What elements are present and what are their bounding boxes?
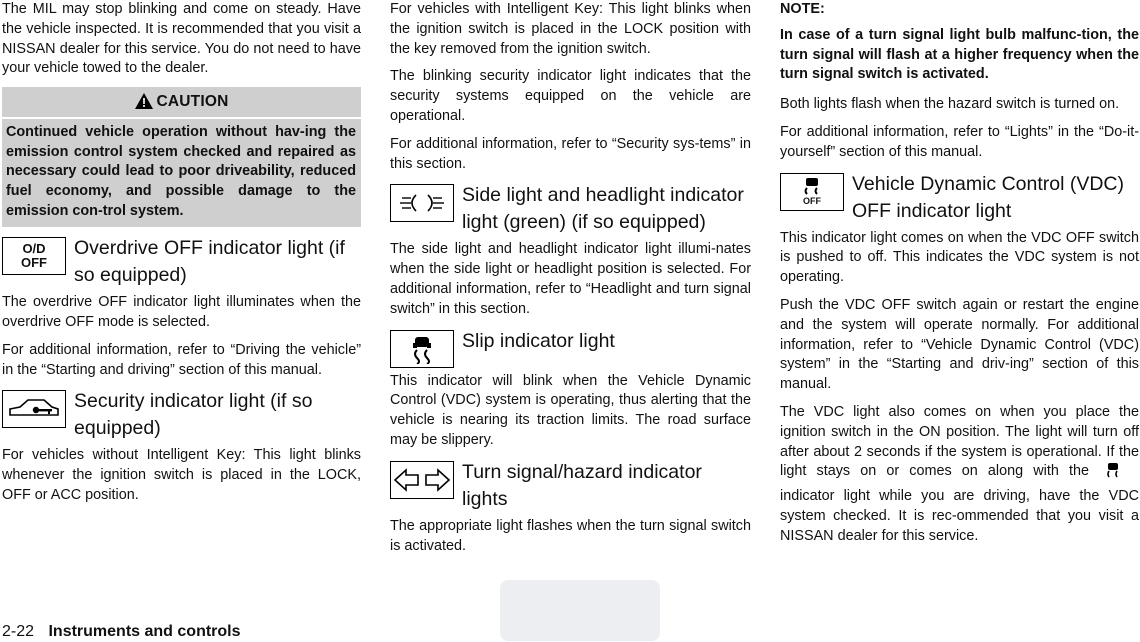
vdc-paragraph-2: Push the VDC OFF switch again or restart the engine and the system will operate normally. For additional information, refer to “Vehicle Dynamic Control (VDC) system” in the “Starting and driv-ing” section of this manual.	[780, 296, 1139, 393]
watermark-logo	[500, 580, 660, 641]
lights-ref-paragraph: For additional information, refer to “Lights” in the “Do-it-yourself” section of this manual.	[780, 123, 1139, 160]
vdc-paragraph-1: This indicator light comes on when the VDC OFF switch is pushed to off. This indicates the VDC system is not operating.	[780, 229, 1139, 286]
vdc-off-section	[780, 171, 1139, 225]
overdrive-off-icon	[2, 237, 66, 275]
vdc-off-icon	[780, 173, 844, 211]
security-title: Security indicator light (if so equipped)	[74, 390, 313, 440]
side-light-section	[390, 182, 751, 236]
section-name: Instruments and controls	[48, 623, 241, 640]
vdc-p3-before: The VDC light also comes on when you place the ignition switch in the ON position. The light will turn off after about 2 seconds if the system is operational. If the light stays on or comes on along with the	[780, 403, 1139, 480]
slip-title: Slip indicator light	[462, 329, 615, 352]
caution-heading	[2, 87, 361, 117]
vdc-paragraph-3	[780, 403, 1139, 547]
hazard-paragraph: Both lights flash when the hazard switch is turned on.	[780, 96, 1120, 113]
side-light-icon	[390, 184, 454, 222]
warning-triangle-icon	[134, 92, 154, 110]
security-section	[2, 388, 361, 442]
security-car-key-icon	[2, 390, 66, 428]
security-paragraph-1: For vehicles without Intelligent Key: This light blinks whenever the ignition switch is placed in the LOCK, OFF or ACC position.	[2, 447, 361, 503]
slip-inline-icon	[1105, 462, 1121, 487]
overdrive-off-title: Overdrive OFF indicator light (if so equipped)	[74, 237, 345, 287]
mil-paragraph: The MIL may stop blinking and come on steady. Have the vehicle inspected. It is recommended that you visit a NISSAN dealer for this service. You do not need to have your vehicle towed to the dealer.	[2, 1, 361, 77]
vdc-off-title: Vehicle Dynamic Control (VDC) OFF indicator light	[852, 172, 1125, 222]
caution-body: Continued vehicle operation without hav-ing the emission control system checked and repaired as necessary could lead to poor driveability, reduced fuel economy, and possible damage to the emission con-trol system.	[2, 119, 361, 227]
page-footer	[2, 622, 241, 642]
side-light-paragraph: The side light and headlight indicator light illumi-nates when the side light or headlight position is selected. For additional information, refer to “Headlight and turn signal switch” in this section.	[390, 241, 751, 317]
turn-signal-section	[390, 459, 751, 513]
note-body: In case of a turn signal light bulb malfunc-tion, the turn signal will flash at a higher frequency when the turn signal switch is activated.	[780, 26, 1139, 83]
security-ref-paragraph: For additional information, refer to “Security sys-tems” in this section.	[390, 135, 751, 172]
overdrive-off-paragraph-2: For additional information, refer to “Driving the vehicle” in the “Starting and driving” section of this manual.	[2, 341, 361, 378]
turn-signal-title: Turn signal/hazard indicator lights	[462, 460, 702, 510]
slip-section	[390, 328, 751, 368]
turn-signal-arrows-icon	[390, 461, 454, 499]
intelligent-key-paragraph: For vehicles with Intelligent Key: This light blinks when the ignition switch is placed in the LOCK position with the key removed from the ignition switch.	[390, 1, 751, 57]
vdc-p3-after: indicator light while you are driving, have the VDC system checked. It is rec-ommended that you visit a NISSAN dealer for this service.	[780, 488, 1139, 544]
turn-signal-paragraph: The appropriate light flashes when the turn signal switch is activated.	[390, 517, 751, 554]
od-icon-text-top: O/D	[22, 241, 46, 257]
column-middle	[390, 0, 751, 564]
column-left	[2, 0, 361, 514]
page-number: 2-22	[2, 623, 35, 640]
overdrive-off-section	[2, 235, 361, 289]
caution-title-text: CAUTION	[156, 93, 229, 111]
vdc-icon-off-text: OFF	[803, 196, 821, 207]
column-right	[780, 0, 1139, 555]
note-heading: NOTE:	[780, 1, 825, 17]
od-icon-text-bottom: OFF	[21, 255, 47, 271]
slip-paragraph: This indicator will blink when the Vehicle Dynamic Control (VDC) system is operating, thus alerting that the vehicle is nearing its traction limits. The road surface may be slippery.	[390, 372, 751, 448]
side-light-title: Side light and headlight indicator light (green) (if so equipped)	[462, 184, 744, 234]
security-blink-paragraph: The blinking security indicator light indicates that the security systems equipped on the vehicle are operational.	[390, 68, 751, 124]
slip-car-icon	[390, 330, 454, 368]
overdrive-off-paragraph-1: The overdrive OFF indicator light illuminates when the overdrive OFF mode is selected.	[2, 294, 361, 330]
